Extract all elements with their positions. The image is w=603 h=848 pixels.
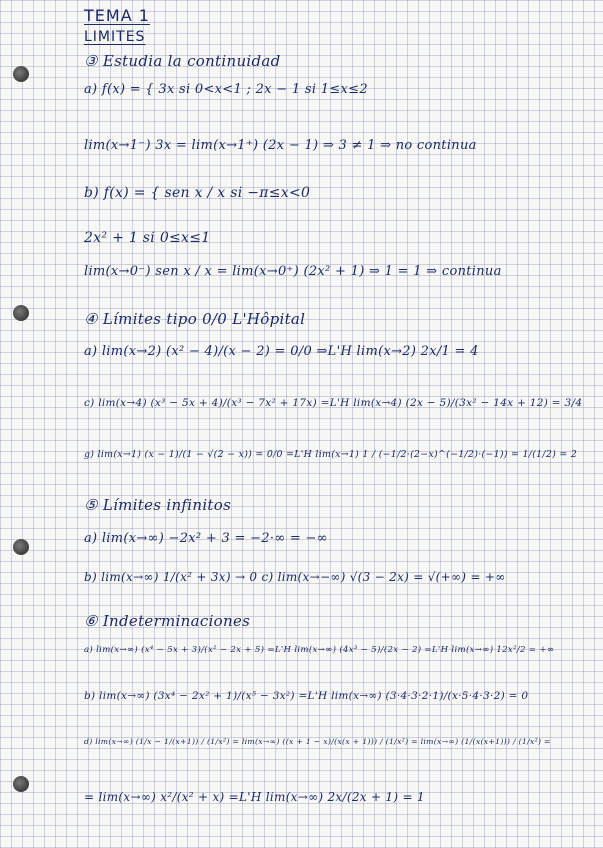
exercise-4a: a) lim(x→2) (x² − 4)/(x − 2) = 0/0 ⇒L'H lim(x→2) 2x/1 = 4: [84, 344, 479, 359]
exercise-4-heading: ④ Límites tipo 0/0 L'Hôpital: [84, 310, 306, 328]
exercise-6d-continued: = lim(x→∞) x²/(x² + x) =L'H lim(x→∞) 2x/(2x + 1) = 1: [84, 790, 425, 804]
exercise-3b-limit: lim(x→0⁻) sen x / x = lim(x→0⁺) (2x² + 1) ⇒ 1 = 1 ⇒ continua: [84, 264, 502, 279]
exercise-3b-definition-2: 2x² + 1 si 0≤x≤1: [84, 230, 211, 246]
exercise-5a: a) lim(x→∞) −2x² + 3 = −2·∞ = −∞: [84, 531, 328, 546]
binder-hole: [13, 539, 29, 555]
exercise-5b-5c: b) lim(x→∞) 1/(x² + 3x) → 0 c) lim(x→−∞) √(3 − 2x) = √(+∞) = +∞: [84, 570, 506, 584]
exercise-3a-limit: lim(x→1⁻) 3x = lim(x→1⁺) (2x − 1) ⇒ 3 ≠ 1 ⇒ no continua: [84, 138, 477, 153]
binder-hole: [13, 305, 29, 321]
exercise-4c: c) lim(x→4) (x³ − 5x + 4)/(x³ − 7x² + 17x) =L'H lim(x→4) (2x − 5)/(3x² − 14x + 12) = 3/4: [84, 397, 583, 409]
exercise-6-heading: ⑥ Indeterminaciones: [84, 612, 251, 630]
exercise-6a: a) lim(x→∞) (x⁴ − 5x + 3)/(x² − 2x + 5) =L'H lim(x→∞) (4x³ − 5)/(2x − 2) =L'H lim(x→∞) 12x²/2 = +∞: [84, 645, 555, 655]
page-subtitle: LIMITES: [84, 29, 146, 45]
exercise-3a-definition: a) f(x) = { 3x si 0<x<1 ; 2x − 1 si 1≤x≤2: [84, 82, 368, 97]
page-title: TEMA 1: [84, 6, 150, 25]
exercise-4g: g) lim(x→1) (x − 1)/(1 − √(2 − x)) = 0/0 =L'H lim(x→1) 1 / (−1/2·(2−x)^(−1/2)·(−1)) = 1/(1/2) = 2: [84, 449, 578, 460]
exercise-3b-definition-1: b) f(x) = { sen x / x si −π≤x<0: [84, 185, 311, 201]
binder-hole: [13, 776, 29, 792]
exercise-5-heading: ⑤ Límites infinitos: [84, 496, 232, 514]
exercise-6b: b) lim(x→∞) (3x⁴ − 2x² + 1)/(x⁵ − 3x²) =L'H lim(x→∞) (3·4·3·2·1)/(x·5·4·3·2) = 0: [84, 690, 529, 702]
exercise-6d: d) lim(x→∞) (1/x − 1/(x+1)) / (1/x²) = lim(x→∞) ((x + 1 − x)/(x(x + 1))) / (1/x²) = lim(x→∞) (1/(x(x+1))) / (1/x²) =: [84, 737, 551, 746]
binder-hole: [13, 66, 29, 82]
exercise-3-heading: ③ Estudia la continuidad: [84, 52, 281, 70]
